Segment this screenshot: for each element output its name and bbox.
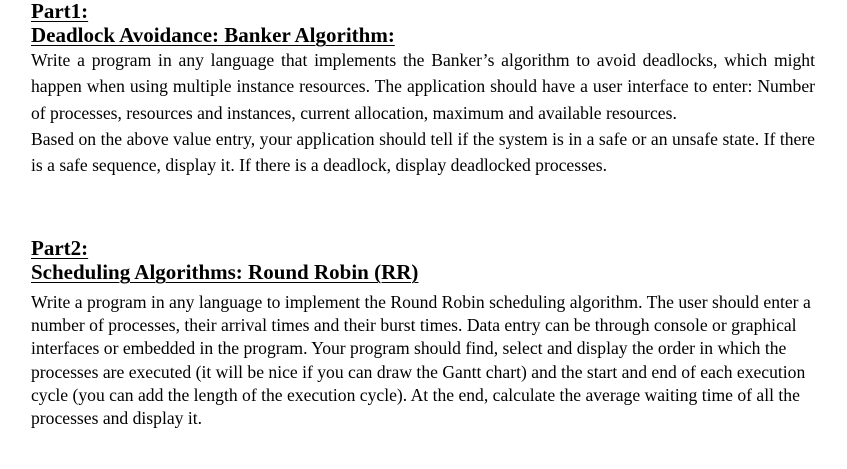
part1-title: Part1: <box>31 0 89 23</box>
document-page <box>31 0 815 429</box>
part1-subtitle: Deadlock Avoidance: Banker Algorithm: <box>31 23 395 47</box>
part2-subtitle: Scheduling Algorithms: Round Robin (RR) <box>31 260 419 284</box>
part2-section <box>31 236 815 430</box>
part1-section <box>31 0 815 178</box>
part2-title: Part2: <box>31 236 89 260</box>
part1-paragraph-2: Based on the above value entry, your application should tell if the system is in a safe or an unsafe state. If there is a safe sequence, display it. If there is a deadlock, display deadlocked processes. <box>31 128 815 176</box>
part1-paragraph-1: Write a program in any language that implements the Banker’s algorithm to avoid deadlocks, which might happen when using multiple instance resources. The application should have a user interface to enter: Number of processes, resources and instances, current allocation, maximum and available resources. <box>31 50 815 123</box>
part2-paragraph-1: Write a program in any language to implement the Round Robin scheduling algorithm. The user should enter a number of processes, their arrival times and their burst times. Data entry can be through console or graphical interfaces or embedded in the program. Your program should find, select and display the order in which the processes are executed (it will be nice if you can draw the Gantt chart) and the start and end of each execution cycle (you can add the length of the execution cycle). At the end, calculate the average waiting time of all the processes and display it. <box>31 292 811 429</box>
